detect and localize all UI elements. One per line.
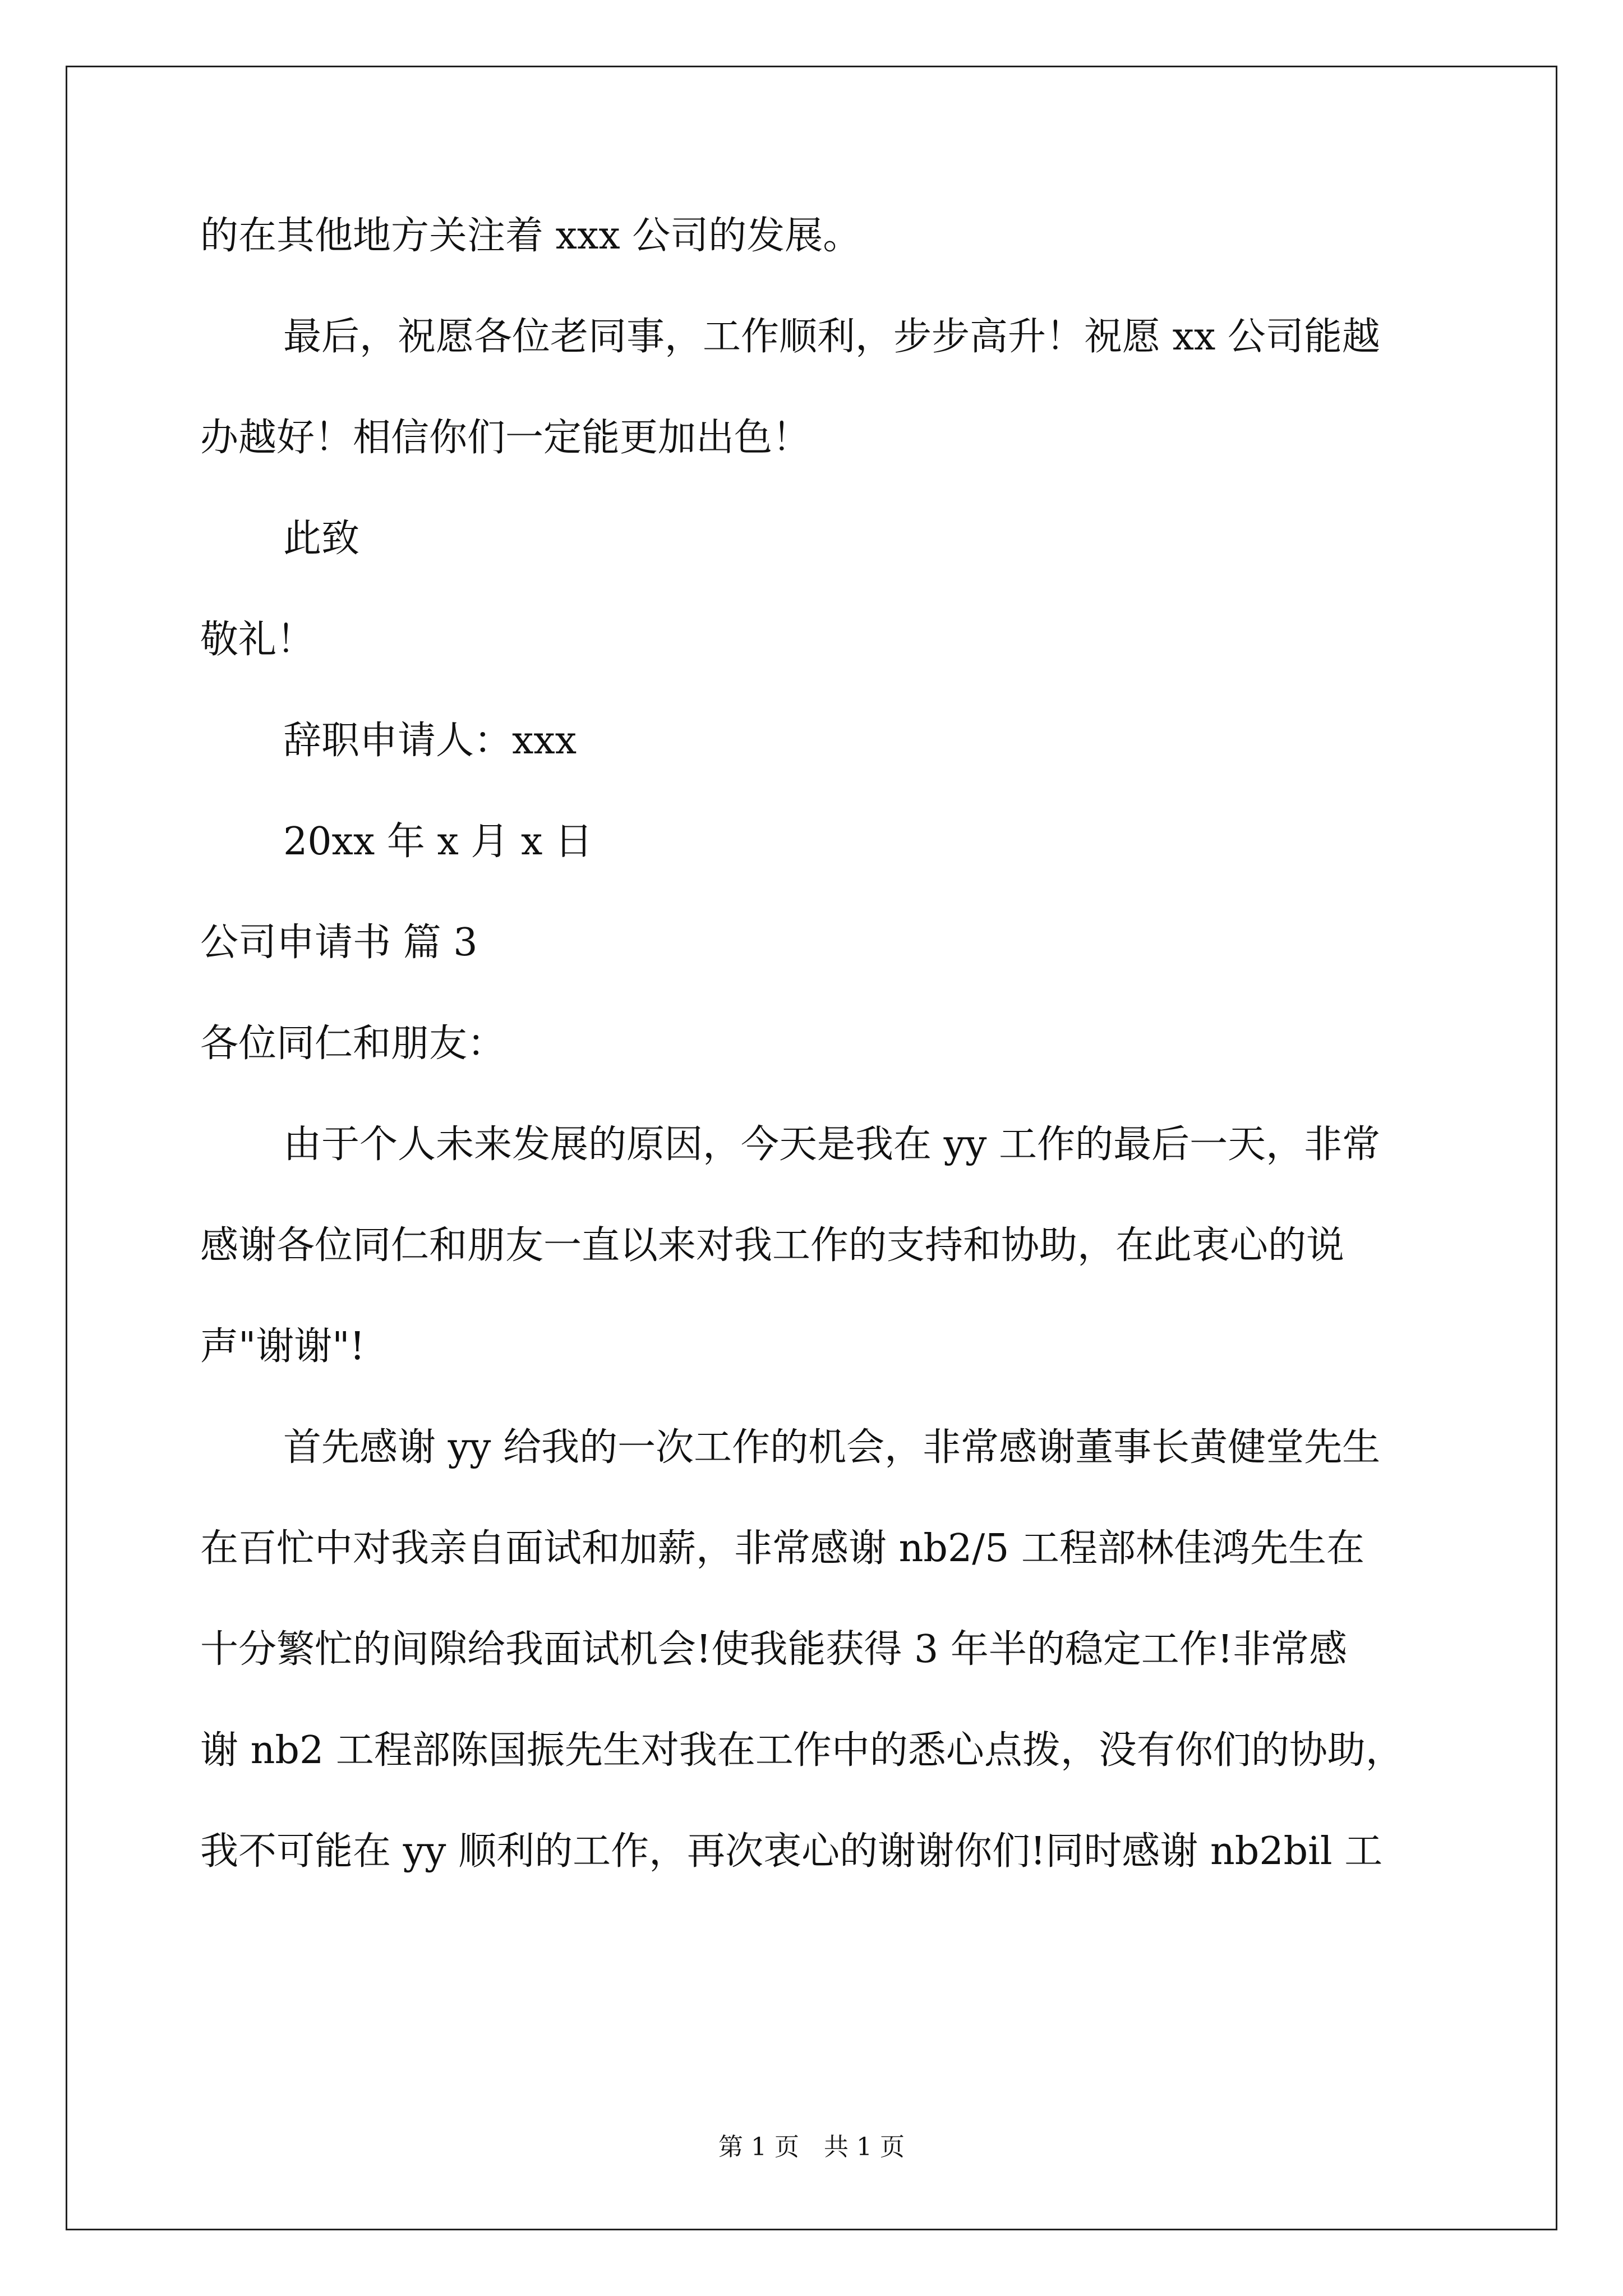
text-line: 20xx 年 x 月 x 日 (283, 820, 593, 864)
text-line: 最后，祝愿各位老同事，工作顺利，步步高升！祝愿 xx 公司能越 (283, 315, 1380, 359)
text-line: 声"谢谢"! (200, 1324, 365, 1369)
text-line: 办越好！相信你们一定能更加出色！ (200, 416, 811, 460)
page-number: 第 1 页 共 1 页 (718, 2133, 905, 2161)
text-line: 首先感谢 yy 给我的一次工作的机会，非常感谢董事长黄健堂先生 (283, 1425, 1381, 1470)
text-line: 我不可能在 yy 顺利的工作，再次衷心的谢谢你们!同时感谢 nb2bil 工 (200, 1829, 1383, 1874)
text-line: 在百忙中对我亲自面试和加薪，非常感谢 nb2/5 工程部林佳鸿先生在 (200, 1526, 1364, 1571)
salutation: 各位同仁和朋友： (200, 1022, 506, 1066)
text-line: 由于个人未来发展的原因，今天是我在 yy 工作的最后一天，非常 (283, 1122, 1381, 1167)
text-line: 辞职申请人：xxx (283, 719, 577, 763)
text-line: 十分繁忙的间隙给我面试机会!使我能获得 3 年半的稳定工作!非常感 (200, 1627, 1348, 1672)
text-line: 谢 nb2 工程部陈国振先生对我在工作中的悉心点拨，没有你们的协助， (200, 1728, 1404, 1773)
text-line: 此致 (283, 517, 360, 561)
text-line: 感谢各位同仁和朋友一直以来对我工作的支持和协助，在此衷心的说 (200, 1223, 1345, 1268)
section-heading: 公司申请书 篇 3 (200, 921, 478, 965)
text-line: 敬礼！ (200, 618, 315, 662)
text-line: 的在其他地方关注着 xxx 公司的发展。 (200, 214, 861, 258)
